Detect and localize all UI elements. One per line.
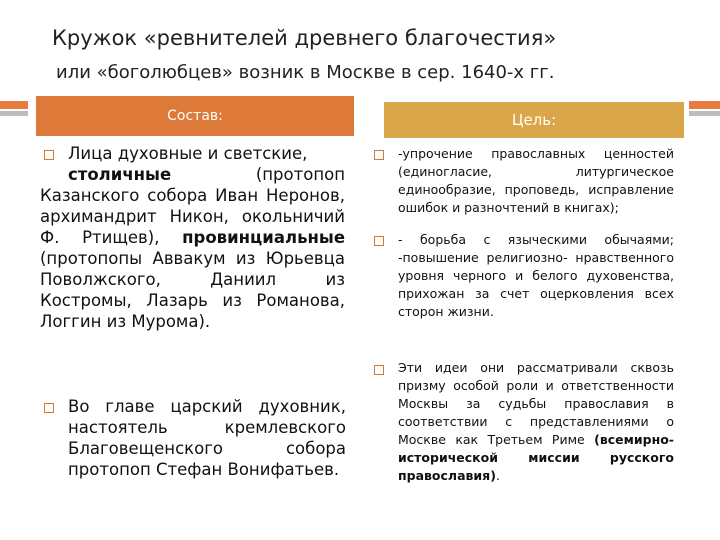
square-bullet-icon <box>374 150 384 160</box>
composition-item-2: Во главе царский духовник, настоятель кремлевского Благовещенского собора протопоп Стефан Вонифатьев. <box>68 397 346 479</box>
composition-item-1-body <box>40 164 345 332</box>
provincial-label: провинциальные <box>182 228 346 247</box>
composition-header: Состав: <box>36 96 354 136</box>
goal-item-3-end: . <box>495 468 500 483</box>
provincial-members: (протопопы Аввакум из Юрьевца Поволжского, Даниил из Костромы, Лазарь из Романова, Логгин из Мурома). <box>40 249 345 331</box>
metropolitan-label: столичные <box>68 165 172 184</box>
goal-header: Цель: <box>384 102 684 138</box>
square-bullet-icon <box>44 403 54 413</box>
goal-item-3-bold: (всемирно-исторической миссии русского православия) <box>398 432 674 483</box>
square-bullet-icon <box>44 150 54 160</box>
square-bullet-icon <box>374 365 384 375</box>
composition-item-1-text: Лица духовные и светские, <box>68 144 308 163</box>
slide-subtitle: или «боголюбцев» возник в Москве в сер. 1640-х гг. <box>56 62 555 83</box>
decor-stripe-right-gray <box>689 111 720 116</box>
slide-title: Кружок «ревнителей древнего благочестия» <box>52 26 557 50</box>
metropolitan-members: (протопоп Казанского собора Иван Неронов, архимандрит Никон, окольничий Ф. Ртищев), <box>40 165 345 247</box>
decor-stripe-left <box>0 101 28 109</box>
composition-item-1-line-1 <box>68 143 343 164</box>
decor-stripe-left-gray <box>0 111 28 116</box>
square-bullet-icon <box>374 236 384 246</box>
goal-item-3 <box>398 359 674 485</box>
goal-item-3-text: Эти идеи они рассматривали сквозь призму особой роли и ответственности Москвы за судьбы православия в соответствии с представлениями о Москве как Третьем Риме <box>398 360 674 447</box>
decor-stripe-right <box>689 101 720 109</box>
goal-item-1: -упрочение православных ценностей (единогласие, литургическое единообразие, проповедь, исправление ошибок и разночтений в книгах); <box>398 146 674 215</box>
goal-item-2: - борьба с языческими обычаями; -повышение религиозно- нравственного уровня черного и белого духовенства, прихожан за счет оцерковления всех сторон жизни. <box>398 232 674 319</box>
